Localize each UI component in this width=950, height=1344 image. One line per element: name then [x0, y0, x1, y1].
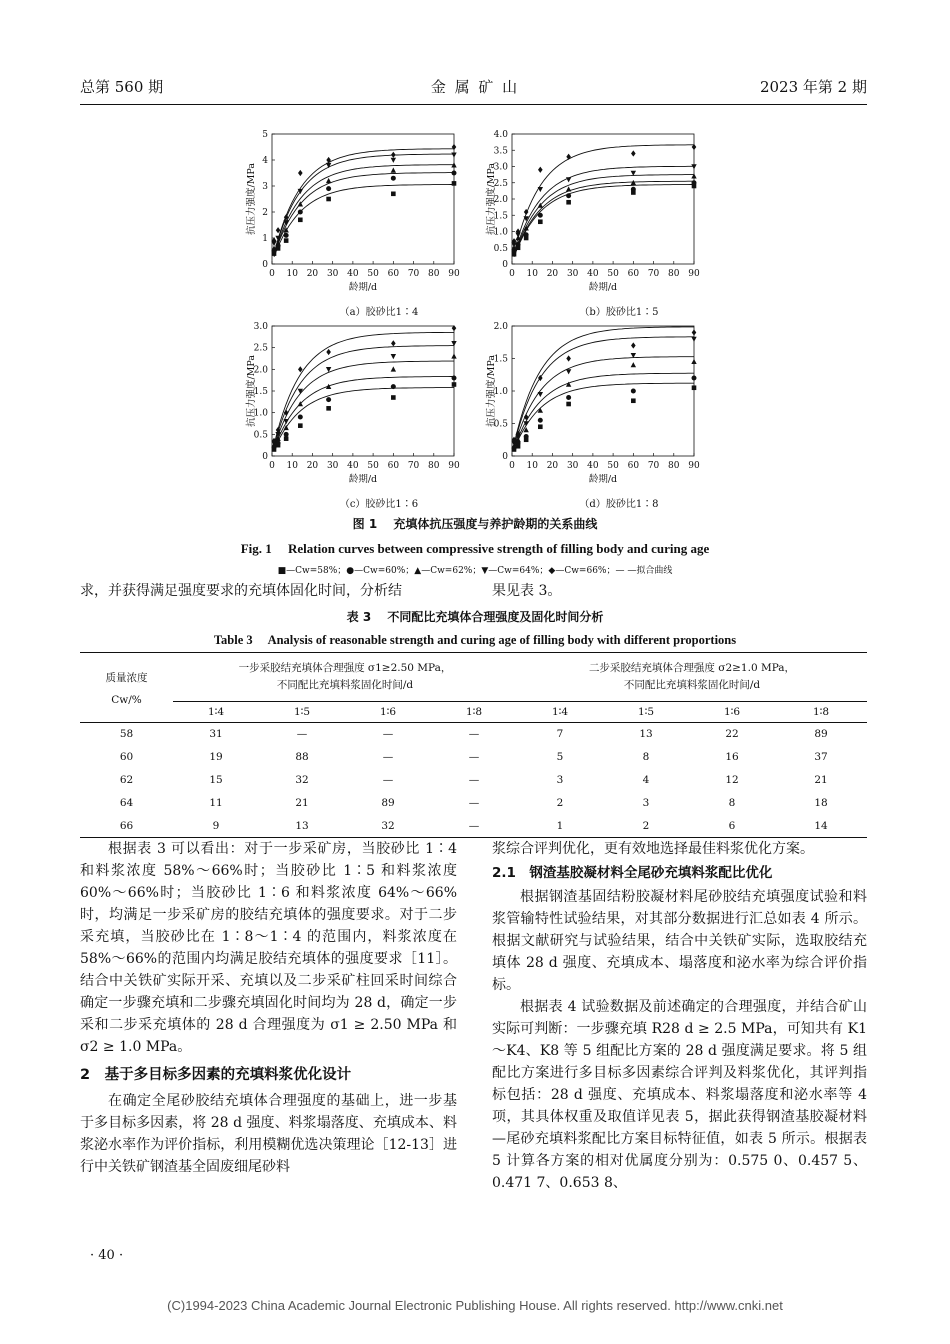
table-cell: 16 — [725, 751, 739, 763]
y-tick-label: 2.0 — [253, 365, 268, 376]
data-point — [692, 376, 697, 381]
data-point — [566, 177, 571, 182]
x-tick-label: 80 — [668, 461, 680, 471]
page-number: · 40 · — [90, 1248, 124, 1263]
y-tick-label: 1.5 — [253, 387, 268, 397]
table-cell: 12 — [725, 774, 739, 786]
data-point — [284, 432, 289, 437]
x-axis-label: 龄期/d — [348, 282, 378, 293]
table-cell: — — [468, 819, 480, 832]
x-tick-label: 10 — [286, 269, 298, 279]
data-point — [631, 150, 636, 156]
figure-caption-cn: 图 1 充填体抗压强度与养护龄期的关系曲线 — [352, 517, 598, 531]
table3-rowhead: 质量浓度 Cw/% — [80, 653, 173, 723]
carry-right: 果见表 3。 — [492, 583, 562, 599]
data-point — [631, 398, 636, 403]
chart-c-plot — [245, 322, 460, 485]
table3-subhead: 1∶4 — [551, 706, 569, 718]
x-tick-label: 60 — [387, 269, 400, 279]
table-3 — [80, 652, 867, 838]
x-tick-label: 60 — [387, 461, 400, 471]
data-point — [298, 210, 303, 215]
paragraph-strength-judgement: 根据表 4 试验数据及前述确定的合理强度，并结合矿山实际可判断：一步骤充填 R28 d ≥ 2.5 MPa，可知共有 K1～K4、K8 等 5 组配比方案的 28 d 强度满足要求。将 5 组配比方案进行多目标多因素综合评判及料浆优化，其评判指标包括：28 d 强度、充填成本、料浆塌落度和泌水率等 4 项，其具体权重及取值详见表 5，据此获得钢渣基胶凝材料—尾砂充填料浆配比方案目标特征值，如表 5 所示。根据表 5 计算各方案的相对优属度分别为：0.575 0、0.457 5、0.471 7、0.653 8、 — [492, 999, 867, 1191]
table3-subhead: 1∶5 — [293, 706, 311, 718]
data-point — [298, 415, 303, 420]
section-2-1-heading: 2.1 钢渣基胶凝材料全尾砂充填料浆配比优化 — [492, 865, 773, 881]
data-point — [391, 354, 396, 359]
x-axis-label: 龄期/d — [588, 474, 618, 485]
x-tick-label: 80 — [428, 461, 440, 471]
y-tick-label: 2.0 — [493, 322, 508, 332]
y-tick-label: 0 — [502, 452, 508, 462]
x-tick-label: 30 — [326, 461, 339, 471]
table-cell: 14 — [814, 819, 828, 832]
x-tick-label: 50 — [367, 269, 379, 279]
x-tick-label: 40 — [587, 269, 599, 279]
data-point — [391, 340, 396, 346]
plot-frame — [512, 326, 694, 456]
table-cell: 66 — [119, 819, 134, 832]
chart-d-plot — [485, 322, 700, 485]
table-cell: — — [382, 751, 394, 763]
x-tick-label: 0 — [509, 461, 515, 471]
x-tick-label: 90 — [688, 461, 700, 471]
x-tick-label: 60 — [627, 461, 640, 471]
left-column — [80, 838, 457, 1178]
table-cell: 31 — [209, 728, 223, 741]
data-point — [692, 180, 697, 185]
data-point — [691, 164, 696, 169]
x-tick-label: 30 — [566, 269, 579, 279]
y-tick-label: 1.0 — [493, 387, 508, 397]
table-row — [80, 723, 867, 746]
x-tick-label: 20 — [546, 461, 559, 471]
y-tick-label: 4.0 — [493, 130, 508, 140]
table-cell: 89 — [814, 728, 828, 741]
table-cell: 21 — [295, 797, 309, 809]
table3-subhead: 1∶4 — [207, 706, 225, 718]
data-point — [452, 376, 457, 381]
x-tick-label: 0 — [269, 461, 275, 471]
y-tick-label: 1.0 — [253, 408, 268, 419]
chart-b-title: （b）胶砂比1∶5 — [579, 307, 659, 318]
data-point — [452, 382, 457, 387]
header-rule — [80, 104, 867, 105]
x-tick-label: 0 — [269, 269, 275, 279]
table3-subhead: 1∶8 — [812, 706, 830, 718]
data-point — [538, 392, 543, 397]
x-tick-label: 30 — [566, 461, 579, 471]
data-point — [391, 158, 396, 163]
table-cell: — — [468, 774, 480, 786]
table-cell: 60 — [119, 751, 134, 763]
data-point — [391, 168, 396, 173]
x-tick-label: 20 — [306, 269, 319, 279]
table-cell: 21 — [814, 774, 828, 786]
table3-group-2: 二步采胶结充填体合理强度 σ2≥1.0 MPa， 不同配比充填料浆固化时间/d — [517, 653, 867, 702]
data-point — [298, 218, 303, 223]
table3-subhead: 1∶8 — [465, 706, 483, 718]
data-point — [631, 362, 636, 367]
data-point — [283, 419, 288, 424]
table-cell: 22 — [725, 728, 739, 741]
x-tick-label: 30 — [326, 269, 339, 279]
data-point — [566, 355, 571, 361]
fitted-curve — [274, 346, 454, 446]
y-tick-label: 3.0 — [253, 322, 268, 332]
table-cell: 2 — [556, 797, 564, 809]
y-tick-label: 1.5 — [493, 354, 508, 365]
data-point — [538, 424, 543, 429]
x-tick-label: 70 — [647, 269, 660, 279]
table-cell: 5 — [556, 751, 564, 763]
table3-subhead: 1∶6 — [379, 706, 397, 718]
figure-caption-en: Fig. 1 Relation curves between compressive strength of filling body and curing age — [240, 541, 710, 556]
table-cell: 3 — [556, 774, 564, 786]
table-cell: 8 — [728, 797, 736, 809]
x-tick-label: 50 — [607, 269, 619, 279]
table-cell: 11 — [209, 797, 223, 809]
data-point — [451, 353, 456, 358]
x-tick-label: 70 — [407, 461, 420, 471]
x-tick-label: 10 — [526, 269, 538, 279]
copyright-footer: (C)1994-2023 China Academic Journal Electronic Publishing House. All rights reserved. http://www.cnki.net — [167, 1298, 783, 1313]
table-cell: 15 — [209, 774, 223, 786]
y-axis-label: 抗压力强度/MPa — [486, 162, 497, 236]
data-point — [284, 410, 289, 416]
paragraph-continuation: 浆综合评判优化，更有效地选择最佳料浆优化方案。 — [492, 841, 814, 857]
table-cell: 37 — [814, 751, 828, 763]
x-tick-label: 40 — [347, 269, 359, 279]
x-tick-label: 90 — [688, 269, 700, 279]
data-point — [452, 181, 457, 186]
x-tick-label: 90 — [448, 269, 460, 279]
table-cell: 8 — [642, 751, 650, 763]
table-cell: 1 — [556, 819, 564, 832]
table-cell: 32 — [381, 819, 395, 832]
table-row — [80, 746, 867, 769]
table-cell: 4 — [642, 774, 650, 786]
data-point — [691, 337, 696, 342]
plot-frame — [512, 134, 694, 264]
data-point — [326, 197, 331, 202]
table-cell: 18 — [814, 797, 828, 809]
table3-subhead: 1∶5 — [637, 706, 655, 718]
running-header-journal: 金 属 矿 山 — [430, 78, 520, 96]
y-tick-label: 1 — [262, 234, 268, 244]
x-tick-label: 80 — [668, 269, 680, 279]
x-tick-label: 70 — [407, 269, 420, 279]
y-tick-label: 2.5 — [493, 178, 508, 189]
data-point — [298, 170, 303, 176]
table-cell: 3 — [642, 797, 650, 809]
y-tick-label: 3.5 — [493, 146, 508, 157]
data-point — [524, 232, 529, 237]
x-tick-label: 40 — [587, 461, 599, 471]
data-point — [631, 389, 636, 394]
x-tick-label: 0 — [509, 269, 515, 279]
table-cell: — — [382, 728, 394, 741]
data-point — [631, 187, 636, 192]
data-point — [631, 342, 636, 348]
y-tick-label: 3.0 — [493, 162, 508, 173]
x-tick-label: 70 — [647, 461, 660, 471]
table-cell: 19 — [209, 751, 223, 763]
x-tick-label: 90 — [448, 461, 460, 471]
x-tick-label: 80 — [428, 269, 440, 279]
table-cell: 9 — [212, 819, 220, 832]
x-tick-label: 20 — [306, 461, 319, 471]
data-point — [326, 397, 331, 402]
x-tick-label: 10 — [526, 461, 538, 471]
data-point — [298, 423, 303, 428]
data-point — [391, 384, 396, 389]
table3-title-cn: 表 3 不同配比充填体合理强度及固化时间分析 — [346, 610, 604, 624]
data-point — [538, 167, 543, 173]
data-point — [566, 154, 571, 160]
y-tick-label: 4 — [262, 156, 268, 166]
y-tick-label: 1.0 — [493, 227, 508, 238]
table-cell: 13 — [639, 728, 653, 741]
chart-d — [484, 314, 724, 514]
chart-b — [484, 122, 724, 322]
data-point — [566, 402, 571, 407]
table-cell: 89 — [381, 797, 395, 809]
data-point — [566, 200, 571, 205]
x-axis-label: 龄期/d — [588, 282, 618, 293]
data-point — [326, 349, 331, 355]
table-cell: — — [468, 797, 480, 809]
y-tick-label: 2 — [262, 208, 268, 218]
data-point — [452, 171, 457, 176]
table-cell: 88 — [295, 751, 309, 763]
table-cell: 7 — [556, 728, 564, 741]
chart-d-title: （d）胶砂比1∶8 — [579, 499, 659, 510]
y-tick-label: 1.5 — [493, 211, 508, 222]
data-point — [391, 395, 396, 400]
table-cell: 13 — [295, 819, 309, 832]
y-tick-label: 5 — [262, 130, 268, 140]
data-point — [391, 366, 396, 371]
data-point — [538, 219, 543, 224]
data-point — [391, 152, 396, 158]
data-point — [284, 436, 289, 441]
x-tick-label: 10 — [286, 461, 298, 471]
data-point — [284, 233, 289, 238]
table-cell: 32 — [295, 774, 309, 786]
chart-c — [244, 314, 484, 514]
table-cell: — — [296, 728, 308, 741]
running-header-issue: 总第 560 期 — [80, 78, 164, 96]
y-tick-label: 0 — [262, 260, 268, 270]
table-cell: 64 — [119, 797, 134, 809]
x-tick-label: 40 — [347, 461, 359, 471]
data-point — [566, 186, 571, 191]
x-tick-label: 60 — [627, 269, 640, 279]
y-tick-label: 2.0 — [493, 195, 508, 205]
data-point — [692, 385, 697, 390]
table-cell: 58 — [119, 728, 134, 741]
right-column — [492, 838, 867, 1194]
data-point — [566, 369, 571, 374]
chart-a-plot — [245, 130, 460, 293]
data-point — [566, 395, 571, 400]
x-tick-label: 20 — [546, 269, 559, 279]
table3-subhead: 1∶6 — [723, 706, 741, 718]
chart-c-title: （c）胶砂比1∶6 — [339, 499, 419, 510]
table-row — [80, 769, 867, 792]
table-cell: 62 — [119, 774, 134, 786]
running-header-year: 2023 年第 2 期 — [759, 78, 867, 96]
data-point — [326, 186, 331, 191]
data-point — [538, 418, 543, 423]
table-row — [80, 792, 867, 815]
data-point — [326, 406, 331, 411]
y-axis-label: 抗压力强度/MPa — [246, 162, 257, 236]
data-point — [326, 178, 331, 183]
y-tick-label: 3 — [262, 182, 268, 192]
data-point — [691, 173, 696, 178]
chart-a-title: （a）胶砂比1∶4 — [339, 307, 419, 318]
plot-frame — [272, 134, 454, 264]
x-tick-label: 50 — [367, 461, 379, 471]
data-point — [524, 434, 529, 439]
y-tick-label: 2.5 — [253, 343, 268, 354]
data-point — [391, 192, 396, 197]
fitted-curve — [514, 181, 694, 256]
y-tick-label: 0.5 — [493, 243, 508, 254]
table3-group-1: 一步采胶结充填体合理强度 σ1≥2.50 MPa， 不同配比充填料浆固化时间/d — [173, 653, 517, 702]
data-point — [538, 213, 543, 218]
y-tick-label: 0.5 — [493, 419, 508, 430]
chart-a — [244, 122, 484, 322]
table-row — [80, 815, 867, 838]
x-tick-label: 50 — [607, 461, 619, 471]
data-point — [451, 153, 456, 158]
table-cell: — — [382, 774, 394, 786]
table-cell: 2 — [642, 819, 650, 832]
data-point — [391, 176, 396, 181]
table-cell: — — [468, 751, 480, 763]
section-2-heading: 2 基于多目标多因素的充填料浆优化设计 — [80, 1067, 352, 1083]
table3-title-en: Table 3 Analysis of reasonable strength and curing age of filling body with different proportions — [213, 633, 737, 647]
data-point — [566, 193, 571, 198]
data-point — [691, 359, 696, 364]
paragraph-table3-analysis: 根据表 3 可以看出：对于一步采矿房，当胶砂比 1∶4 和料浆浓度 58%～66%时；当胶砂比 1∶5 和料浆浓度 60%～66%时；当胶砂比 1∶6 和料浆浓度 64%～66%时，均满足一步采矿房的胶结充填体的强度要求。对于二步采充填，当胶砂比在 1∶8～1∶4 的范围内，料浆浓度在 58%～66%的范围内均满足胶结充填体的强度要求［11］。结合中关铁矿实际开采、充填以及二步采矿柱回采时间综合确定一步骤充填和二步骤充填固化时间均为 28 d，确定一步采和二步采充填体的 28 d 合理强度为 σ1 ≥ 2.50 MPa 和 σ2 ≥ 1.0 MPa。 — [80, 841, 457, 1055]
y-tick-label: 0 — [502, 260, 508, 270]
data-point — [284, 238, 289, 243]
y-tick-label: 0 — [262, 452, 268, 462]
carry-left: 求，并获得满足强度要求的充填体固化时间，分析结 — [80, 583, 402, 599]
paragraph-section-2-intro: 在确定全尾砂胶结充填体合理强度的基础上，进一步基于多目标多因素，将 28 d 强度、料浆塌落度、充填成本、料浆泌水率作为评价指标，利用模糊优选决策理论［12-13］进行中关铁矿钢渣基全固废细尾砂料 — [80, 1093, 457, 1175]
x-axis-label: 龄期/d — [348, 474, 378, 485]
chart-b-plot — [485, 130, 700, 293]
table-cell: — — [468, 728, 480, 741]
y-tick-label: 0.5 — [253, 430, 268, 441]
paragraph-table4-summary: 根据钢渣基固结粉胶凝材料尾砂胶结充填强度试验和料浆管输特性试验结果，对其部分数据进行汇总如表 4 所示。根据文献研究与试验结果，结合中关铁矿实际，选取胶结充填体 28 d 强度、充填成本、塌落度和泌水率为综合评价指标。 — [492, 889, 867, 993]
y-axis-label: 抗压力强度/MPa — [246, 354, 257, 428]
data-point — [692, 329, 697, 335]
y-axis-label: 抗压力强度/MPa — [486, 354, 497, 428]
table-cell: 6 — [728, 819, 736, 832]
figure-legend: ■—Cw=58%；●—Cw=60%；▲—Cw=62%；▼—Cw=64%；◆—Cw=66%；— —拟合曲线 — [277, 566, 673, 576]
